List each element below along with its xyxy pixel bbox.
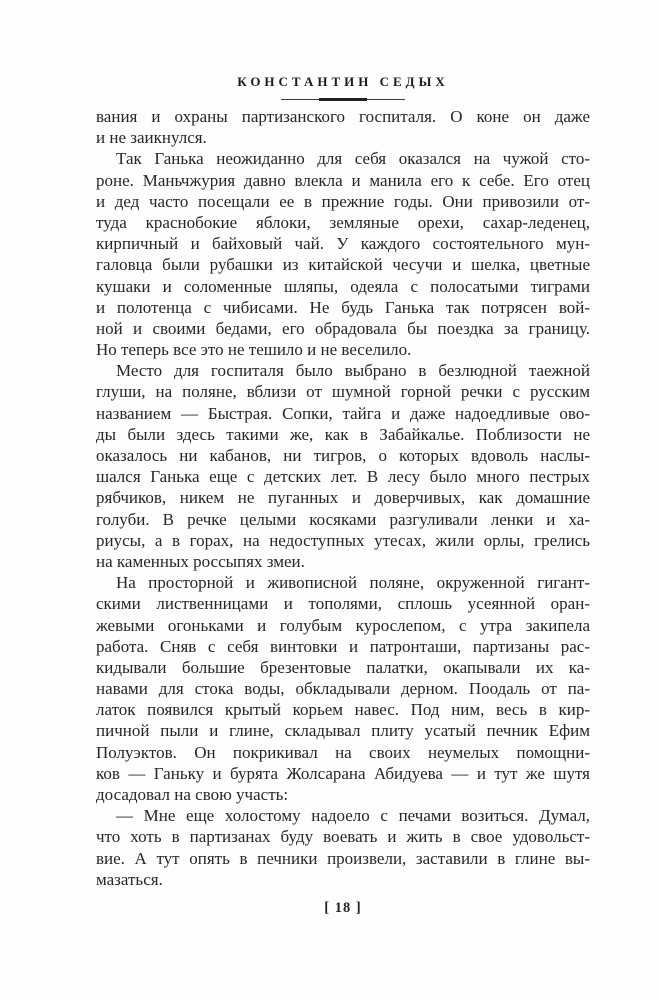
text-line: Место для госпиталя было выбрано в безлюдной таежной — [116, 361, 590, 381]
text-line: навами для стока воды, обкладывали дерном. Поодаль от па- — [96, 679, 590, 699]
text-line: кирпичный и байховый чай. У каждого состоятельного мун- — [96, 234, 590, 254]
text-line: вие. А тут опять в печники произвели, заставили в глине вы- — [96, 848, 590, 868]
text-line: мазаться. — [96, 869, 163, 889]
text-line: вания и охраны партизанского госпиталя. О коне он даже — [96, 107, 590, 126]
text-line: досадовал на свою участь: — [96, 785, 289, 804]
text-line: риусы, а в горах, на недоступных утесах, жили орлы, грелись — [96, 530, 590, 550]
text-line: названием — Быстрая. Сопки, тайга и даже надоедливые ово- — [96, 403, 590, 423]
page-number: [ 18 ] — [324, 900, 362, 916]
text-line: Но теперь все это не тешило и не веселило. — [96, 340, 412, 360]
text-line: На просторной и живописной поляне, окруженной гигант- — [116, 573, 590, 593]
text-line: и полотенца с чибисами. Не будь Ганька так потрясен вой- — [96, 297, 590, 317]
page-body — [96, 106, 590, 890]
paragraph — [96, 360, 590, 572]
author-running-head: КОНСТАНТИН СЕДЫХ — [237, 74, 449, 89]
text-line: кидывали большие брезентовые палатки, окапывали их ка- — [96, 657, 590, 677]
paragraph — [96, 805, 590, 890]
text-line: жевыми огоньками и голубым курослепом, с утра закипела — [96, 615, 590, 635]
text-line: на каменных россыпях змеи. — [96, 551, 305, 571]
paragraph — [96, 572, 590, 805]
text-line: Полуэктов. Он покрикивал на своих неумелых помощни- — [96, 742, 590, 762]
text-line: ды были здесь такими же, как в Забайкалье. Поблизости не — [96, 424, 590, 444]
text-line: работа. Сняв с себя винтовки и патронташи, партизаны рас- — [96, 636, 590, 656]
text-line: латок появился крытый корьем навес. Под ним, весь в кир- — [96, 700, 590, 720]
paragraph — [96, 148, 590, 360]
text-line: оказалось ни кабанов, ни тигров, о которых вдоволь наслы- — [96, 446, 590, 465]
text-line: голуби. В речке целыми косяками разгуливали ленки и ха- — [96, 509, 590, 529]
running-head — [96, 74, 590, 102]
text-line: ков — Ганьку и бурята Жолсарана Абидуева — и тут же шутя — [96, 763, 590, 783]
header-divider-ornament — [281, 97, 405, 102]
text-line: глуши, на поляне, вблизи от шумной горной речки с русским — [96, 382, 590, 402]
text-line: рябчиков, никем не пуганных и доверчивых, как домашние — [96, 488, 590, 508]
text-line: пичной пыли и глине, складывал плиту усатый печник Ефим — [96, 721, 590, 741]
text-line: и дед часто посещали ее в прежние годы. Они привозили от- — [96, 191, 590, 211]
paragraph — [96, 106, 590, 148]
text-line: ной и своими бедами, его обрадовала бы поездка за границу. — [96, 318, 590, 338]
text-line: и не заикнулся. — [96, 128, 207, 148]
divider-center-bar — [319, 98, 367, 102]
text-line: что хоть в партизанах буду воевать и жить в свое удовольст- — [96, 827, 590, 847]
text-line: кушаки и соломенные шляпы, одеяла с полосатыми тиграми — [96, 276, 590, 296]
text-line: скими лиственницами и тополями, сплошь усеянной оран- — [96, 594, 590, 614]
text-line: роне. Маньчжурия давно влекла и манила его к себе. Его отец — [96, 170, 590, 190]
text-line: галовца были рубашки из китайской чесучи и шелка, цветные — [96, 255, 590, 275]
text-line: Так Ганька неожиданно для себя оказался на чужой сто- — [116, 149, 590, 169]
text-line: туда краснобокие яблоки, земляные орехи, сахар-леденец, — [96, 212, 590, 232]
text-line: шался Ганька еще с детских лет. В лесу было много пестрых — [96, 467, 590, 487]
text-line: — Мне еще холостому надоело с печами возиться. Думал, — [116, 806, 590, 826]
